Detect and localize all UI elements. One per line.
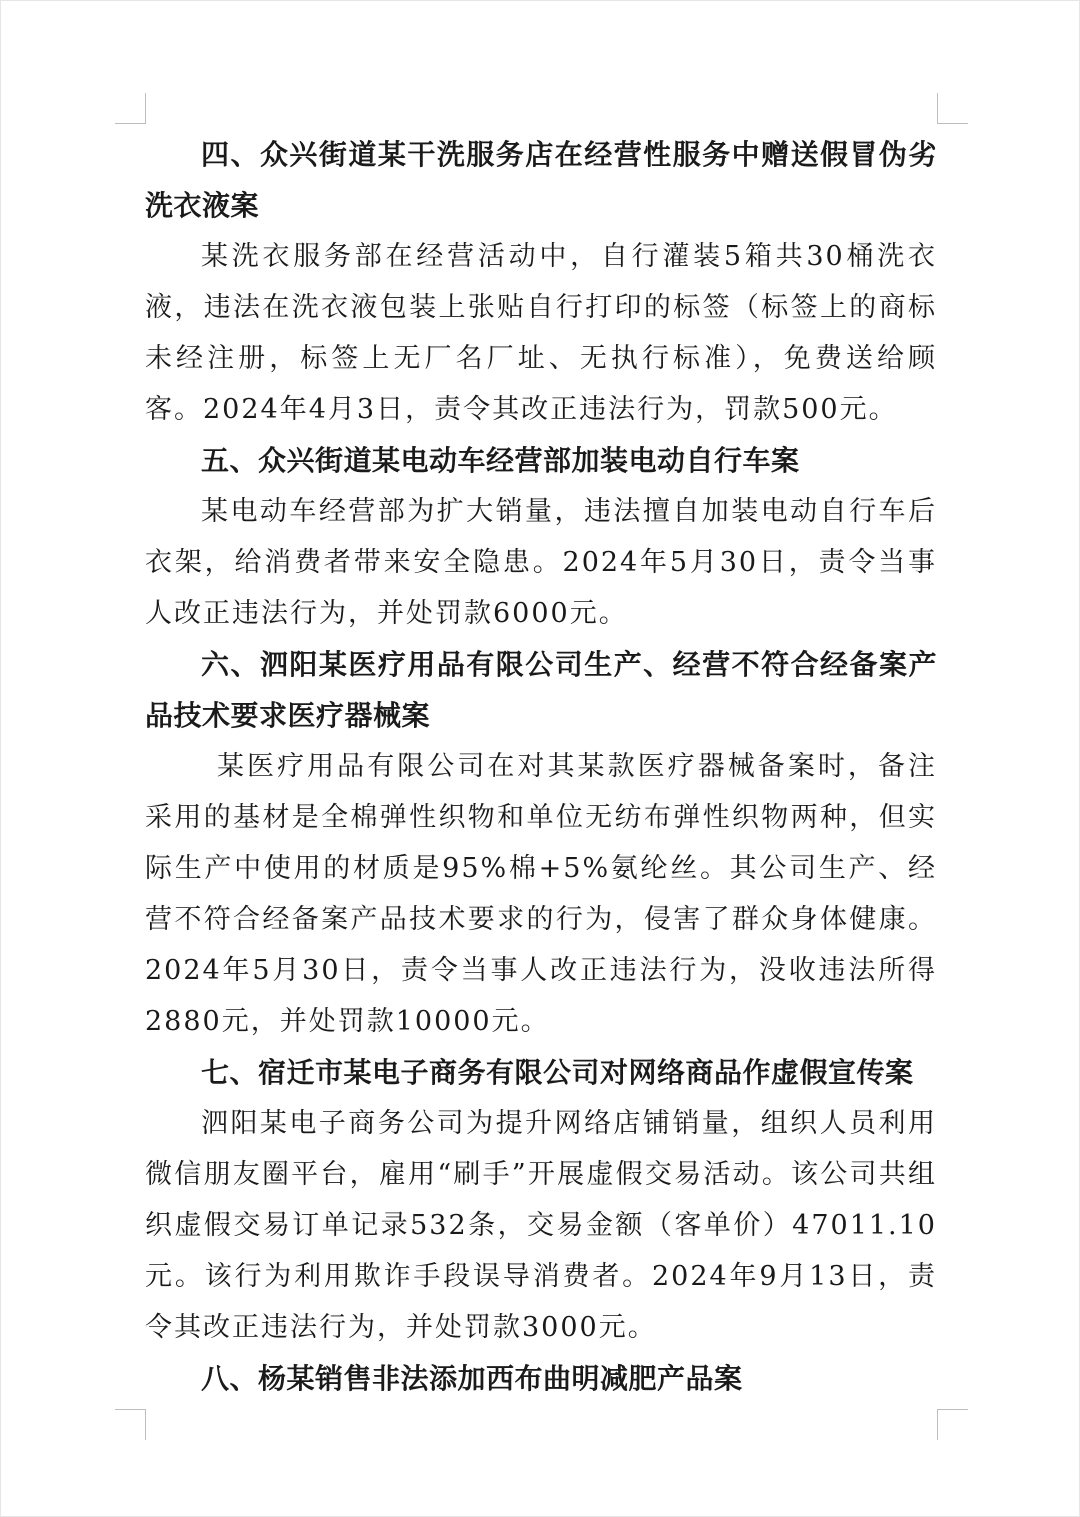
section-heading-6: 六、泗阳某医疗用品有限公司生产、经营不符合经备案产品技术要求医疗器械案 (145, 648, 937, 732)
section-heading-5: 五、众兴街道某电动车经营部加装电动自行车案 (201, 444, 800, 477)
section-body-7: 泗阳某电子商务公司为提升网络店铺销量，组织人员利用微信朋友圈平台，雇用“刷手”开展虚假交易活动。该公司共组织虚假交易订单记录532条，交易金额（客单价）47011.10元。该行为利用欺诈手段误导消费者。2024年9月13日，责令其改正违法行为，并处罚款3000元。 (145, 1108, 937, 1343)
section-heading-8: 八、杨某销售非法添加西布曲明减肥产品案 (201, 1362, 743, 1395)
section-body-4: 某洗衣服务部在经营活动中，自行灌装5箱共30桶洗衣液，违法在洗衣液包装上张贴自行打印的标签（标签上的商标未经注册，标签上无厂名厂址、无执行标准），免费送给顾客。2024年4月3日，责令其改正违法行为，罚款500元。 (145, 241, 937, 425)
section-body-5: 某电动车经营部为扩大销量，违法擅自加装电动自行车后衣架，给消费者带来安全隐患。2024年5月30日，责令当事人改正违法行为，并处罚款6000元。 (145, 496, 937, 629)
corner-mark-bottom-left (115, 1409, 146, 1440)
section-heading-7: 七、宿迁市某电子商务有限公司对网络商品作虚假宣传案 (201, 1056, 914, 1089)
section-heading-4: 四、众兴街道某干洗服务店在经营性服务中赠送假冒伪劣洗衣液案 (145, 138, 937, 222)
corner-mark-top-left (115, 93, 146, 124)
corner-mark-bottom-right (937, 1409, 968, 1440)
document-body (145, 129, 937, 1404)
section-body-6: 某医疗用品有限公司在对其某款医疗器械备案时，备注采用的基材是全棉弹性织物和单位无纺布弹性织物两种，但实际生产中使用的材质是95%棉+5%氨纶丝。其公司生产、经营不符合经备案产品技术要求的行为，侵害了群众身体健康。2024年5月30日，责令当事人改正违法行为，没收违法所得2880元，并处罚款10000元。 (145, 751, 937, 1037)
corner-mark-top-right (937, 93, 968, 124)
